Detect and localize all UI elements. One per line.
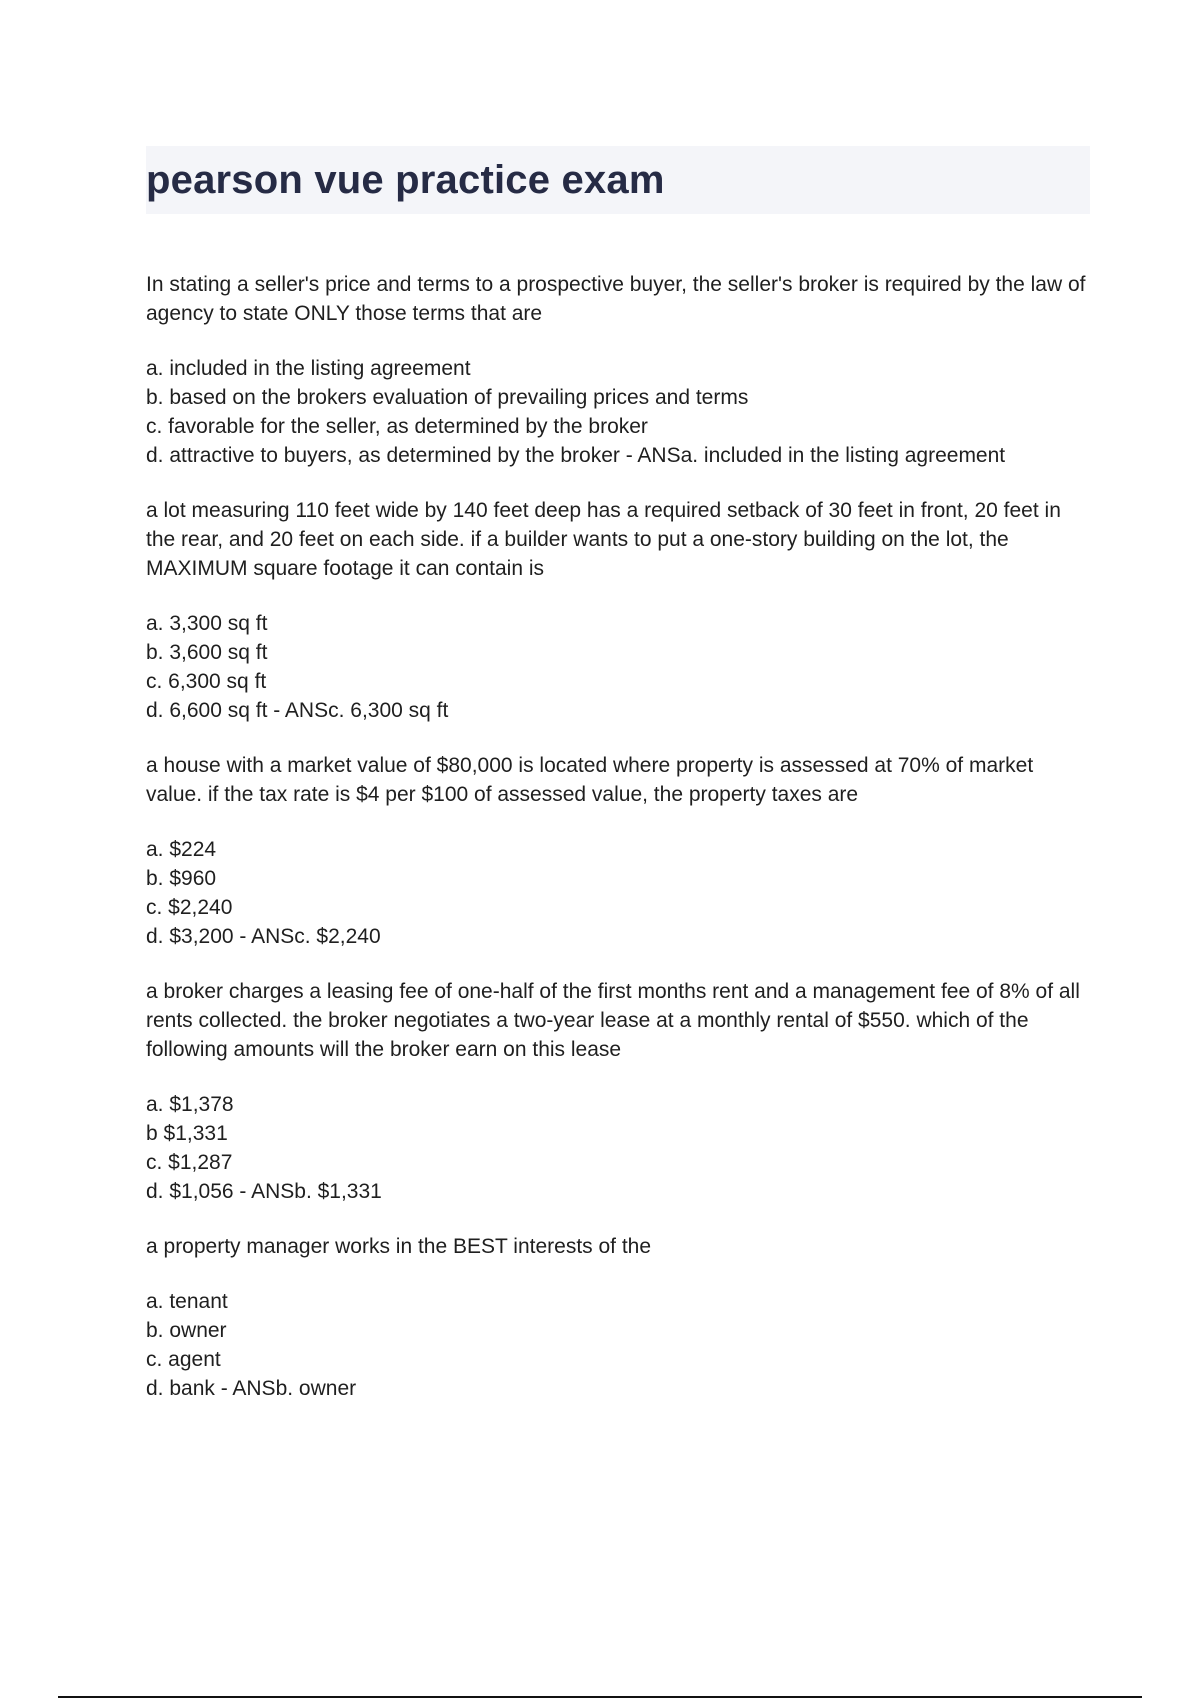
answer-option: b. based on the brokers evaluation of prevailing prices and terms <box>146 386 749 409</box>
footer-divider <box>58 1696 1142 1698</box>
title-banner <box>146 146 1090 214</box>
page-title: pearson vue practice exam <box>146 157 665 202</box>
answer-option: c. favorable for the seller, as determined by the broker <box>146 415 648 438</box>
question-block <box>146 270 1090 470</box>
question-text: a lot measuring 110 feet wide by 140 feet deep has a required setback of 30 feet in front, 20 feet in the rear, and 20 feet on each side. if a builder wants to put a one-story building on the lot, the MAXIMUM square footage it can contain is <box>146 499 1061 580</box>
answer-option: c. 6,300 sq ft <box>146 670 267 693</box>
answer-option: b. owner <box>146 1319 227 1342</box>
question-block <box>146 751 1090 951</box>
answer-option: d. attractive to buyers, as determined by the broker - ANSa. included in the listing agreement <box>146 444 1006 467</box>
question-block <box>146 1232 1090 1403</box>
answer-option: b. 3,600 sq ft <box>146 641 268 664</box>
answer-option: b $1,331 <box>146 1122 228 1145</box>
answer-option: a. tenant <box>146 1290 228 1313</box>
answer-option: a. $1,378 <box>146 1093 234 1116</box>
question-list <box>146 270 1090 1403</box>
answer-options <box>146 609 1090 725</box>
answer-options <box>146 1287 1090 1403</box>
answer-options <box>146 1090 1090 1206</box>
answer-option: a. included in the listing agreement <box>146 357 471 380</box>
answer-options <box>146 835 1090 951</box>
document-page <box>146 146 1090 1429</box>
question-block <box>146 496 1090 725</box>
answer-option: d. 6,600 sq ft - ANSc. 6,300 sq ft <box>146 699 449 722</box>
answer-options <box>146 354 1090 470</box>
question-block <box>146 977 1090 1206</box>
question-text: a house with a market value of $80,000 is located where property is assessed at 70% of market value. if the tax rate is $4 per $100 of assessed value, the property taxes are <box>146 754 1034 806</box>
question-text: In stating a seller's price and terms to a prospective buyer, the seller's broker is required by the law of agency to state ONLY those terms that are <box>146 273 1086 325</box>
answer-option: c. $2,240 <box>146 896 233 919</box>
answer-option: a. $224 <box>146 838 217 861</box>
question-text: a property manager works in the BEST interests of the <box>146 1235 652 1258</box>
answer-option: b. $960 <box>146 867 217 890</box>
question-text: a broker charges a leasing fee of one-half of the first months rent and a management fee of 8% of all rents collected. the broker negotiates a two-year lease at a monthly rental of $550. which of the following amounts will the broker earn on this lease <box>146 980 1080 1061</box>
answer-option: d. $3,200 - ANSc. $2,240 <box>146 925 381 948</box>
answer-option: d. bank - ANSb. owner <box>146 1377 357 1400</box>
answer-option: d. $1,056 - ANSb. $1,331 <box>146 1180 382 1203</box>
answer-option: a. 3,300 sq ft <box>146 612 268 635</box>
answer-option: c. $1,287 <box>146 1151 233 1174</box>
answer-option: c. agent <box>146 1348 221 1371</box>
